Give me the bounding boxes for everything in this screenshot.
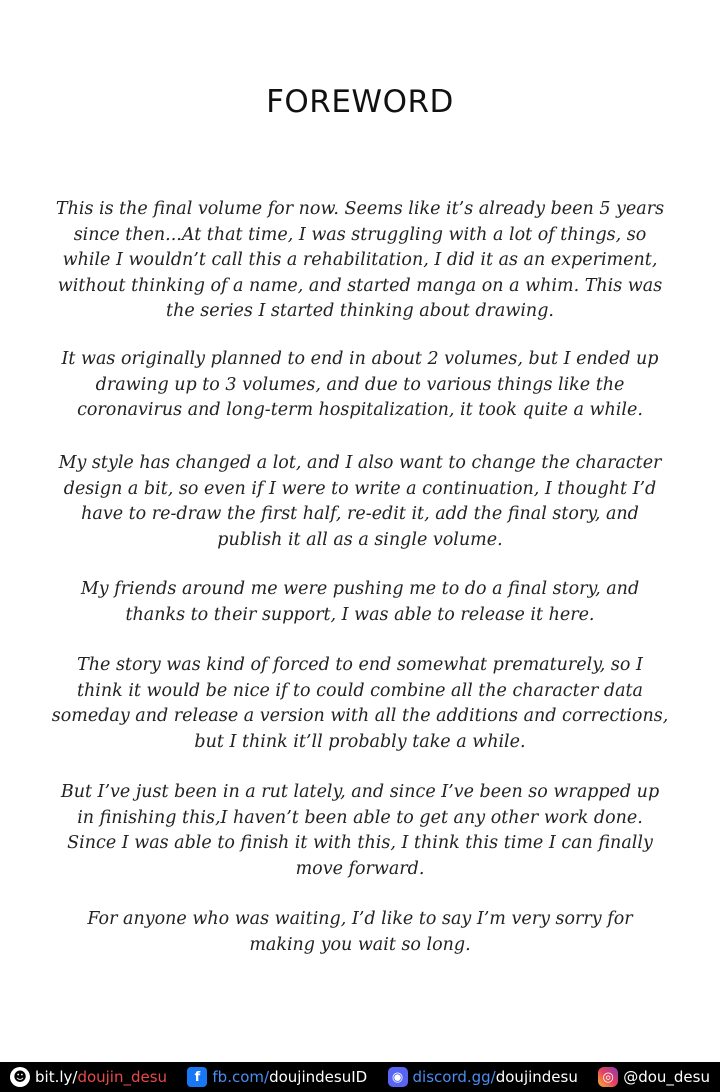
text-line: thanks to their support, I was able to release it here. xyxy=(125,604,595,625)
text-line: while I wouldn’t call this a rehabilitation, I did it as an experiment, xyxy=(62,250,658,270)
text-line: think it would be nice if to could combine all the character data xyxy=(77,680,643,701)
paragraph-7 xyxy=(40,907,680,958)
text-line: This is the final volume for now. Seems like it’s already been 5 years xyxy=(55,199,665,219)
text-line: The story was kind of forced to end somewhat prematurely, so I xyxy=(77,655,643,675)
paragraph-5 xyxy=(40,653,680,755)
facebook-link[interactable] xyxy=(187,1067,367,1087)
text-line: It was originally planned to end in about 2 volumes, but I ended up xyxy=(61,349,659,369)
text-line: My friends around me were pushing me to do a final story, and xyxy=(80,579,640,599)
instagram-handle: @dou_desu xyxy=(623,1068,710,1086)
bitly-link[interactable] xyxy=(10,1067,167,1087)
text-line: without thinking of a name, and started manga on a whim. This was xyxy=(57,275,663,296)
text-line: coronavirus and long-term hospitalization, it took quite a while. xyxy=(77,400,643,420)
paragraph-3 xyxy=(40,451,680,553)
text-line: For anyone who was waiting, I’d like to say I’m very sorry for xyxy=(87,909,633,929)
text-line: move forward. xyxy=(295,858,425,879)
bitly-handle: doujin_desu xyxy=(77,1068,168,1086)
credits-footer xyxy=(0,1062,720,1092)
discord-link[interactable] xyxy=(388,1067,578,1087)
paragraph-1 xyxy=(40,197,680,325)
text-line: since then...At that time, I was struggling with a lot of things, so xyxy=(73,224,647,245)
discord-prefix: discord.gg/ xyxy=(412,1068,496,1086)
text-line: someday and release a version with all the additions and corrections, xyxy=(51,706,669,726)
bitly-prefix: bit.ly/ xyxy=(35,1068,78,1086)
page-title: FOREWORD xyxy=(266,84,454,120)
discord-handle: doujindesu xyxy=(495,1068,578,1086)
text-line: Since I was able to finish it with this, I think this time I can finally xyxy=(67,833,653,853)
instagram-link[interactable] xyxy=(598,1067,710,1087)
text-line: But I’ve just been in a rut lately, and since I’ve been so wrapped up xyxy=(60,782,660,802)
facebook-icon: f xyxy=(187,1067,207,1087)
instagram-icon: ◎ xyxy=(598,1067,618,1087)
discord-icon: ◉ xyxy=(388,1067,408,1087)
text-line: design a bit, so even if I were to write a continuation, I thought I’d xyxy=(63,478,657,499)
paragraph-6 xyxy=(40,780,680,882)
text-line: publish it all as a single volume. xyxy=(217,529,503,550)
paragraph-4 xyxy=(40,577,680,628)
text-line: drawing up to 3 volumes, and due to various things like the xyxy=(95,374,625,395)
facebook-prefix: fb.com/ xyxy=(212,1068,270,1086)
facebook-handle: doujindesuID xyxy=(269,1068,368,1086)
text-line: have to re-draw the first half, re-edit it, add the final story, and xyxy=(81,504,639,524)
text-line: in finishing this,I haven’t been able to get any other work done. xyxy=(77,807,643,828)
text-line: My style has changed a lot, and I also want to change the character xyxy=(58,453,662,473)
text-line: but I think it’ll probably take a while. xyxy=(194,731,526,752)
paragraph-2 xyxy=(40,347,680,424)
text-line: the series I started thinking about drawing. xyxy=(166,301,554,321)
text-line: making you wait so long. xyxy=(249,934,471,955)
mascot-face-icon: ☻ xyxy=(10,1067,30,1087)
